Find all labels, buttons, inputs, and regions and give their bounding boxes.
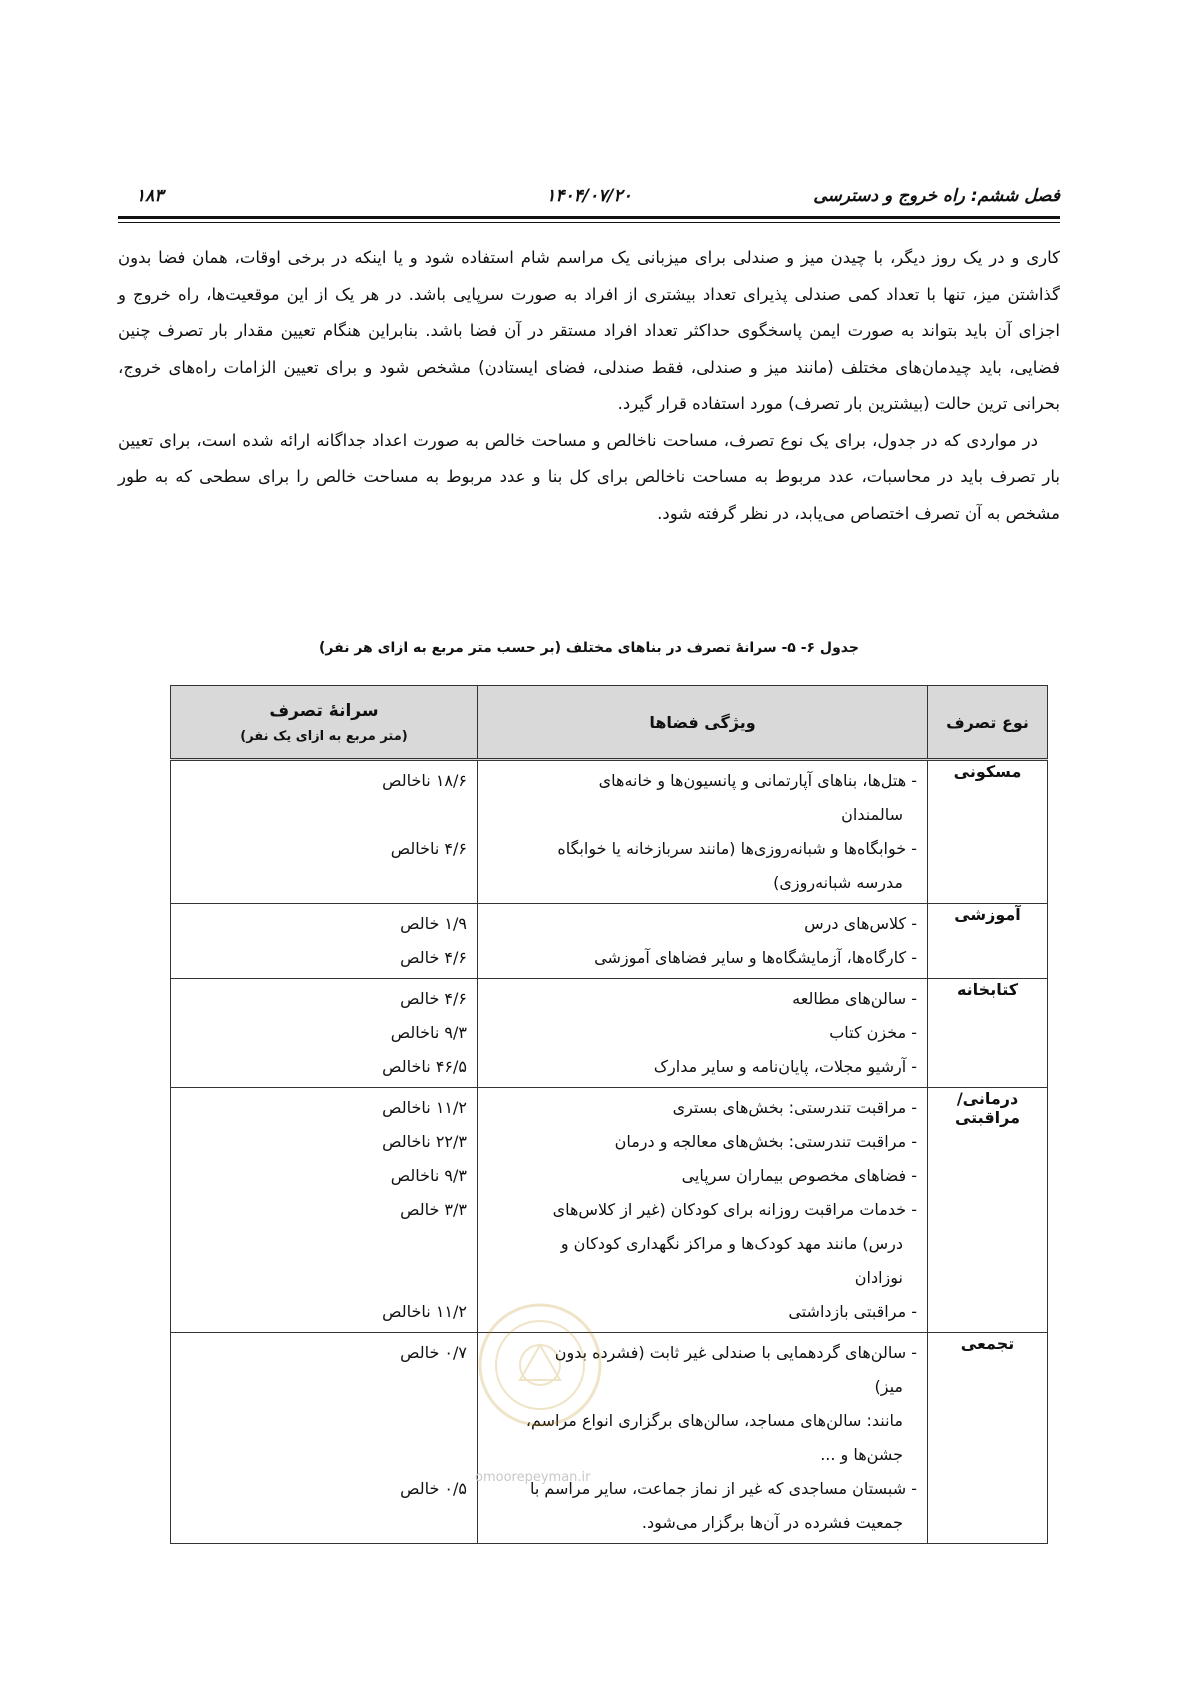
feature-line: درس) مانند مهد کودک‌ها و مراکز نگهداری کودکان و [560,1234,903,1253]
feature-line: - هتل‌ها، بناهای آپارتمانی و پانسیون‌ها و خانه‌های [598,771,917,790]
feature-line: - مخزن کتاب [829,1023,917,1042]
rate-value: ۲۲/۳ ناخالص [382,1132,467,1151]
rate-value: ۴/۶ ناخالص [390,839,467,858]
rate-value: ۱/۹ خالص [400,914,467,933]
occupancy-type-cell: آموزشی [928,904,1048,979]
feature-line: - کلاس‌های درس [804,914,917,933]
header-rule-thick [118,216,1060,219]
rate-cell [171,760,478,904]
feature-line: - آرشیو مجلات، پایان‌نامه و سایر مدارک [653,1057,917,1076]
feature-line: - کارگاه‌ها، آزمایشگاه‌ها و سایر فضاهای آموزشی [594,948,917,967]
chapter-title: فصل ششم: راه خروج و دسترسی [813,186,1060,206]
rate-value: ۴/۶ خالص [400,989,467,1008]
feature-line: - مراقبت تندرستی: بخش‌های بستری [672,1098,917,1117]
paragraph: در مواردی که در جدول، برای یک نوع تصرف، مساحت ناخالص و مساحت خالص به صورت اعداد جداگانه ارائه شده است، برای تعیین بار تصرف باید در محاسبات، عدد مربوط به مساحت ناخالص برای کل بنا و عدد مربوط به مساحت خالص را برای سطحی که به طور مشخص به آن تصرف اختصاص می‌یابد، در نظر گرفته شود. [118,430,1060,523]
rate-value: ۳/۳ خالص [400,1200,467,1219]
table-row [171,760,1048,904]
table-row [171,1088,1048,1333]
rate-value: ۱۱/۲ ناخالص [382,1098,467,1117]
watermark-text: omoorepeyman.ir [475,1470,591,1485]
watermark-seal-icon [475,1300,605,1430]
feature-line: جمعیت فشرده در آن‌ها برگزار می‌شود. [641,1513,903,1532]
features-cell [478,1088,928,1333]
features-cell [478,904,928,979]
occupancy-type-cell: تجمعی [928,1333,1048,1544]
table-caption: جدول ۶- ۵- سرانهٔ تصرف در بناهای مختلف (بر حسب متر مربع به ازای هر نفر) [319,640,859,656]
header-date: ۱۴۰۴/۰۷/۲۰ [546,186,632,206]
header-space-features: ویژگی فضاها [478,686,928,760]
rate-value: ۱۸/۶ ناخالص [382,771,467,790]
rate-cell [171,979,478,1088]
feature-line: نوزادان [854,1268,903,1287]
header-rule-thin [118,222,1060,223]
page-number: ۱۸۳ [136,186,164,206]
rate-cell [171,1333,478,1544]
occupancy-type-cell: مسکونی [928,760,1048,904]
feature-line: مدرسه شبانه‌روزی) [773,873,903,892]
rate-value: ۹/۳ ناخالص [390,1166,467,1185]
page-header [118,186,1060,210]
table-row [171,1333,1048,1544]
header-rate-title: سرانهٔ تصرف [269,700,379,721]
rate-value: ۴۶/۵ ناخالص [382,1057,467,1076]
header-occupancy-rate [171,686,478,760]
table-row [171,904,1048,979]
feature-line: میز) [874,1377,903,1396]
occupancy-type-cell: کتابخانه [928,979,1048,1088]
rate-cell [171,904,478,979]
table-row [171,979,1048,1088]
feature-line: سالمندان [841,805,903,824]
feature-line: - فضاهای مخصوص بیماران سرپایی [681,1166,917,1185]
feature-line: مانند: سالن‌های مساجد، سالن‌های برگزاری انواع مراسم، [525,1411,903,1430]
feature-line: - مراقبتی بازداشتی [788,1302,917,1321]
rate-value: ۴/۶ خالص [400,948,467,967]
header-occupancy-type: نوع تصرف [928,686,1048,760]
feature-line: - سالن‌های گردهمایی با صندلی غیر ثابت (فشرده بدون [554,1343,917,1362]
features-cell [478,760,928,904]
feature-line: - مراقبت تندرستی: بخش‌های معالجه و درمان [614,1132,917,1151]
feature-line: - خدمات مراقبت روزانه برای کودکان (غیر از کلاس‌های [552,1200,917,1219]
rate-value: ۰/۵ خالص [400,1479,467,1498]
paragraph: کاری و در یک روز دیگر، با چیدن میز و صندلی برای میزبانی یک مراسم شام استفاده شود و یا اینکه در برخی اوقات، همان فضا بدون گذاشتن میز، تنها با تعداد کمی صندلی پذیرای تعداد بیشتری از افراد به صورت سرپایی باشد. در هر یک از این موقعیت‌ها، راه خروج و اجزای آن باید بتواند به صورت ایمن پاسخگوی حداکثر تعداد افراد مستقر در آن فضا باشد. بنابراین هنگام تعیین مقدار بار تصرف چنین فضایی، باید چیدمان‌های مختلف (مانند میز و صندلی، فقط صندلی، فضای ایستادن) مشخص شود و برای تعیین الزامات راه‌های خروج، بحرانی ترین حالت (بیشترین بار تصرف) مورد استفاده قرار گیرد. [118,248,1060,413]
feature-line: جشن‌ها و ... [820,1445,903,1464]
header-rate-unit: (متر مربع به ازای یک نفر) [240,728,408,744]
occupancy-table [170,685,1048,1544]
feature-line: - سالن‌های مطالعه [792,989,917,1008]
rate-value: ۱۱/۲ ناخالص [382,1302,467,1321]
features-cell [478,979,928,1088]
rate-value: ۹/۳ ناخالص [390,1023,467,1042]
feature-line: - خوابگاه‌ها و شبانه‌روزی‌ها (مانند سربازخانه یا خوابگاه [557,839,917,858]
rate-value: ۰/۷ خالص [400,1343,467,1362]
occupancy-type-cell: درمانی/ مراقبتی [928,1088,1048,1333]
table-header-row [171,686,1048,760]
rate-cell [171,1088,478,1333]
body-text [118,240,1060,532]
feature-line: - شبستان مساجدی که غیر از نماز جماعت، سایر مراسم با [529,1479,917,1498]
